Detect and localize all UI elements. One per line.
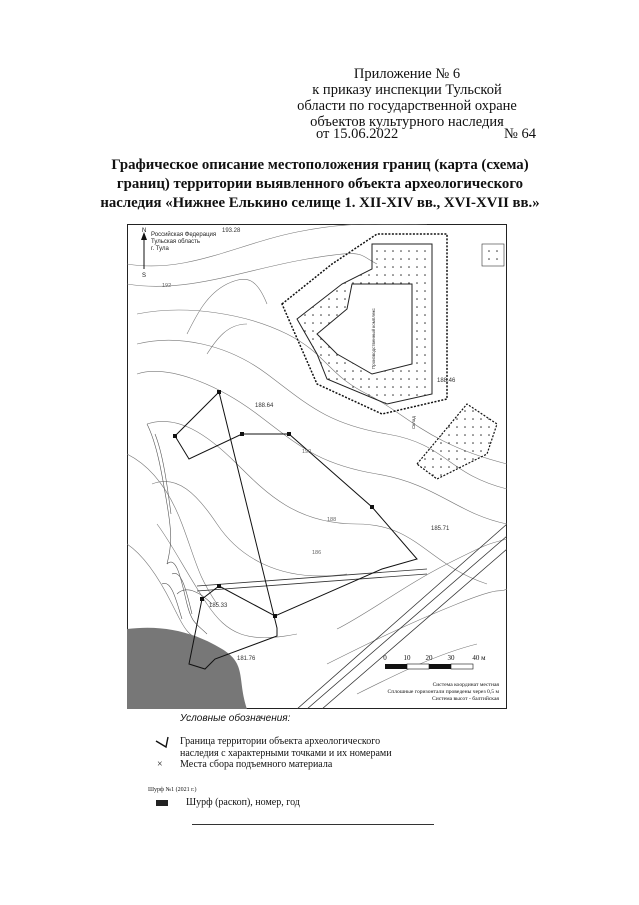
elevation-1: 193.28 — [222, 228, 241, 234]
appendix-line1: Приложение № 6 — [353, 66, 461, 82]
title-line3: наследия «Нижнее Елькино селище 1. XII-XIV вв., XVI-XVII вв.» — [100, 195, 540, 211]
legend-boundary-line1: Граница территории объекта археологического — [180, 736, 381, 747]
legend-shurf-caption: Шурф №1 (2021 г.) — [148, 787, 197, 793]
legend-boundary-line2: наследия с характерными точками и их номерами — [180, 748, 392, 759]
system-note-2: Сплошные горизонтали проведены через 0,5 м — [387, 689, 499, 695]
system-note-1: Система координат местная — [432, 682, 499, 688]
scale-30: 30 — [447, 654, 455, 662]
south-label: S — [142, 273, 147, 279]
title-line1: Графическое описание местоположения границ (карта (схема) — [111, 157, 529, 173]
building-label-1: Производственный комплекс — [371, 308, 376, 369]
contour-label-4: 186 — [312, 550, 322, 556]
order-number: № 64 — [504, 126, 536, 142]
legend-shurf: Шурф (раскоп), номер, год — [186, 797, 300, 808]
north-label: N — [142, 228, 147, 234]
appendix-header — [277, 66, 537, 130]
building-label-2: Склад — [411, 415, 416, 429]
elevation-2: 188.64 — [255, 403, 274, 409]
order-date: от 15.06.2022 — [316, 126, 399, 142]
appendix-line4: объектов культурного наследия — [310, 114, 504, 130]
contour-label-3: 188 — [327, 517, 337, 523]
system-note-3: Система высот - балтийская — [432, 696, 499, 702]
boundary-legend-icon — [154, 735, 170, 751]
scale-20: 20 — [425, 654, 433, 662]
finds-legend-icon: × — [157, 759, 163, 770]
legend-finds: Места сбора подъемного материала — [180, 759, 333, 770]
shurf-legend-icon — [156, 800, 168, 806]
contour-label-1: 192 — [162, 283, 172, 289]
contour-label-2: 190 — [302, 449, 312, 455]
map-info-region: Тульская область — [151, 239, 201, 245]
map-location-info — [151, 232, 216, 253]
title-line2: границ) территории выявленного объекта археологического — [116, 176, 524, 192]
map-info-city: г. Тула — [151, 246, 169, 252]
elevation-6: 185.71 — [431, 526, 450, 532]
scale-10: 10 — [403, 654, 411, 662]
site-map — [127, 224, 507, 709]
scale-40: 40 м — [472, 654, 486, 662]
legend-title: Условные обозначения: — [180, 713, 291, 724]
appendix-line2: к приказу инспекции Тульской — [312, 82, 502, 98]
footer-divider — [192, 824, 434, 825]
scale-0: 0 — [383, 654, 387, 662]
elevation-5: 181.76 — [237, 656, 256, 662]
appendix-line3: области по государственной охране — [297, 98, 517, 114]
document-title — [70, 156, 570, 213]
small-structure — [482, 244, 504, 266]
legend-boundary — [180, 736, 392, 760]
map-info-country: Российская Федерация — [151, 232, 217, 238]
elevation-3: 188.46 — [437, 378, 456, 384]
elevation-4: 185.33 — [209, 603, 228, 609]
